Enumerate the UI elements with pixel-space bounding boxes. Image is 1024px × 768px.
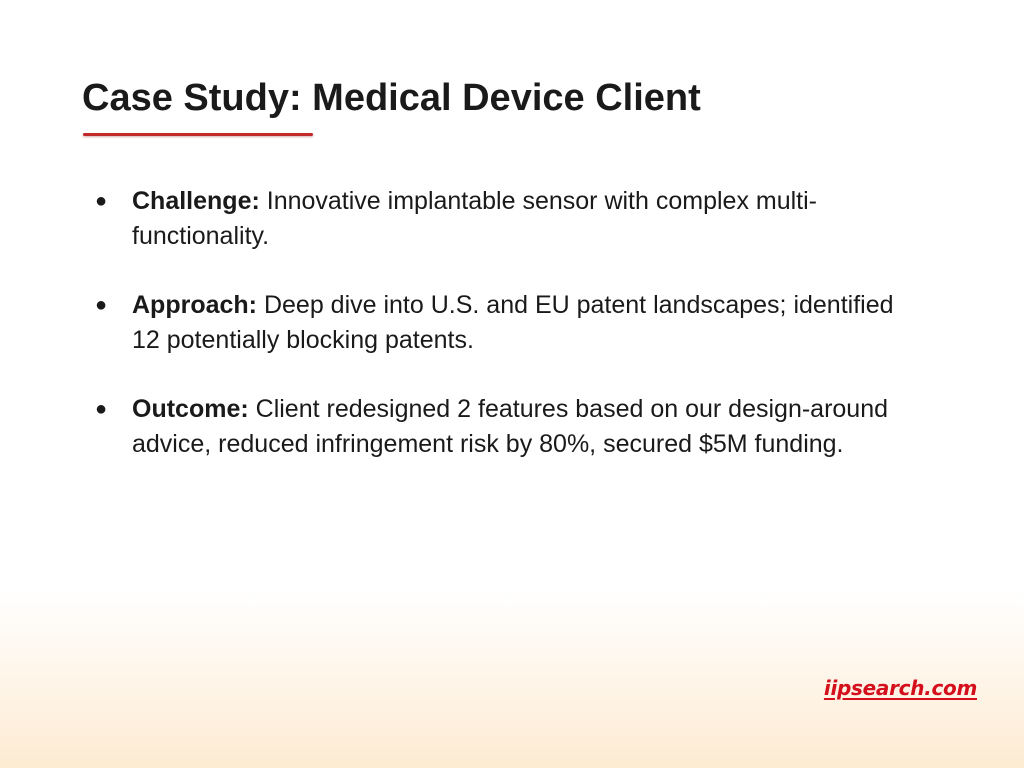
bullet-item-outcome <box>0 392 1024 462</box>
bullet-dot-icon: ● <box>95 398 108 420</box>
title-underline <box>83 133 313 136</box>
bullet-item-approach <box>0 288 1024 358</box>
bullet-text: Deep dive into U.S. and EU patent landscapes; identified 12 potentially blocking patents. <box>132 291 894 354</box>
bullet-heading: Outcome: <box>132 395 249 423</box>
website-link[interactable]: iipsearch.com <box>823 676 977 700</box>
bullet-heading: Challenge: <box>132 187 260 215</box>
slide-title: Case Study: Medical Device Client <box>82 77 701 119</box>
bullet-item-challenge <box>0 184 1024 254</box>
bullet-dot-icon: ● <box>95 294 108 316</box>
bullet-heading: Approach: <box>132 291 257 319</box>
bullet-text: Innovative implantable sensor with complex multi-functionality. <box>132 187 817 250</box>
bullet-list <box>0 184 1024 496</box>
bullet-text: Client redesigned 2 features based on our design-around advice, reduced infringement risk by 80%, secured $5M funding. <box>132 395 889 458</box>
bullet-dot-icon: ● <box>95 190 108 212</box>
